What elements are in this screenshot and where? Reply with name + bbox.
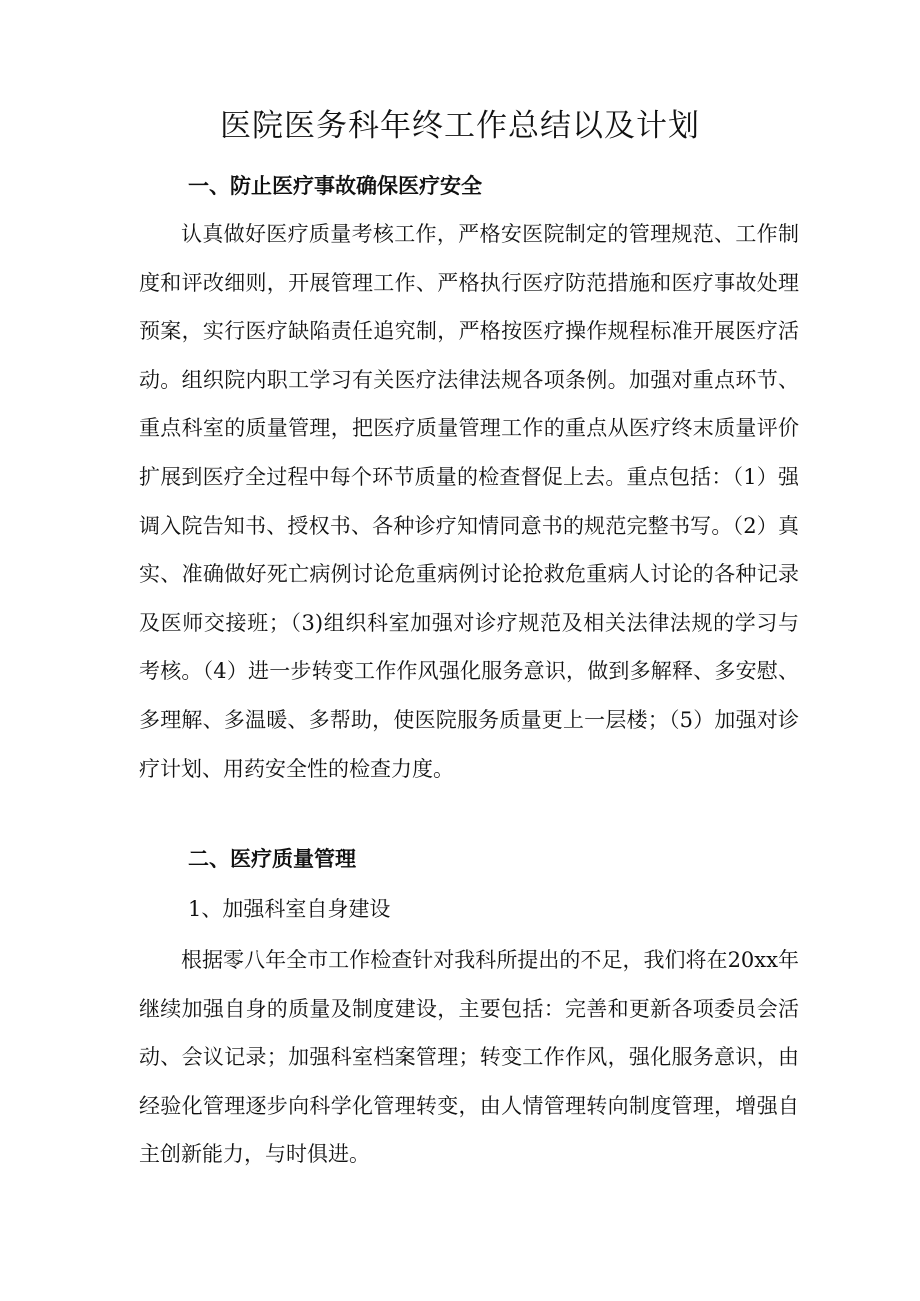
section-2-subheading: 1、加强科室自身建设 [188,897,391,921]
section-2-heading: 二、医疗质量管理 [188,847,356,871]
section-1-heading: 一、防止医疗事故确保医疗安全 [188,174,482,198]
section-1-paragraph: 认真做好医疗质量考核工作，严格安医院制定的管理规范、工作制度和评改细则，开展管理工作、严格执行医疗防范措施和医疗事故处理预案，实行医疗缺陷责任追究制，严格按医疗操作规程标准开展医疗活动。组织院内职工学习有关医疗法律法规各项条例。加强对重点环节、重点科室的质量管理，把医疗质量管理工作的重点从医疗终末质量评价扩展到医疗全过程中每个环节质量的检查督促上去。重点包括：（1）强调入院告知书、授权书、各种诊疗知情同意书的规范完整书写。（2）真实、准确做好死亡病例讨论危重病例讨论抢救危重病人讨论的各种记录及医师交接班；（3)组织科室加强对诊疗规范及相关法律法规的学习与考核。（4）进一步转变工作作风强化服务意识，做到多解释、多安慰、多理解、多温暖、多帮助，使医院服务质量更上一层楼；（5）加强对诊疗计划、用药安全性的检查力度。 [139,222,799,781]
section-2-paragraph: 根据零八年全市工作检查针对我科所提出的不足，我们将在20xx年继续加强自身的质量及制度建设，主要包括：完善和更新各项委员会活动、会议记录；加强科室档案管理；转变工作作风，强化服务意识，由经验化管理逐步向科学化管理转变，由人情管理转向制度管理，增强自主创新能力，与时俱进。 [139,948,799,1167]
document-title: 医院医务科年终工作总结以及计划 [220,108,700,144]
